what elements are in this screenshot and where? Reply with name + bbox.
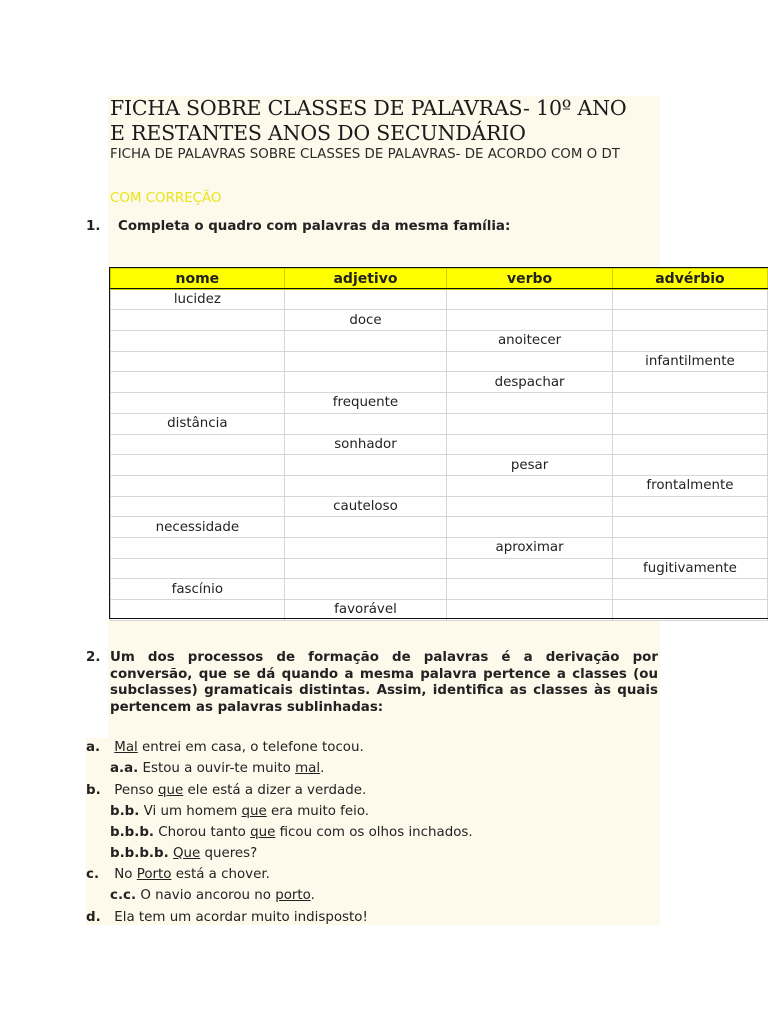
example-text-after: entrei em casa, o telefone tocou. xyxy=(137,740,364,755)
cell-verbo xyxy=(447,413,613,434)
cell-adverbio xyxy=(612,393,767,414)
table-row xyxy=(111,331,768,352)
cell-verbo xyxy=(447,600,613,621)
cell-adverbio: frontalmente xyxy=(612,475,767,496)
cell-adverbio xyxy=(612,372,767,393)
cell-verbo xyxy=(447,475,613,496)
cell-nome: distância xyxy=(111,413,285,434)
example-text-before: Ela tem um acordar muito indisposto! xyxy=(110,910,368,925)
cell-adverbio: infantilmente xyxy=(612,351,767,372)
underlined-word: que xyxy=(241,804,267,819)
cell-adjetivo xyxy=(284,289,447,310)
table-row xyxy=(111,393,768,414)
table-row xyxy=(111,475,768,496)
cell-nome xyxy=(111,600,285,621)
cell-adverbio xyxy=(612,496,767,517)
cell-verbo: pesar xyxy=(447,455,613,476)
example-text-after: era muito feio. xyxy=(266,804,370,819)
table-row xyxy=(111,496,768,517)
cell-verbo: anoitecer xyxy=(447,331,613,352)
cell-adjetivo xyxy=(284,413,447,434)
question2-number: 2. xyxy=(86,650,101,665)
cell-nome xyxy=(111,558,285,579)
example-text-after: ele está a dizer a verdade. xyxy=(183,783,367,798)
cell-adjetivo xyxy=(284,455,447,476)
cell-verbo xyxy=(447,496,613,517)
document-subtitle: FICHA DE PALAVRAS SOBRE CLASSES DE PALAVRAS- DE ACORDO COM O DT xyxy=(110,147,620,162)
underlined-word: mal xyxy=(295,761,321,776)
cell-nome xyxy=(111,537,285,558)
example-item xyxy=(86,910,368,926)
cell-adjetivo xyxy=(284,537,447,558)
cell-verbo xyxy=(447,351,613,372)
question1-text: Completa o quadro com palavras da mesma família: xyxy=(118,219,511,234)
example-label: c. xyxy=(86,867,100,882)
cell-nome xyxy=(111,310,285,331)
example-label: c.c. xyxy=(110,888,137,903)
cell-nome: fascínio xyxy=(111,579,285,600)
example-item xyxy=(110,825,473,841)
table-row xyxy=(111,579,768,600)
cell-adverbio: fugitivamente xyxy=(612,558,767,579)
cell-verbo xyxy=(447,310,613,331)
cell-nome xyxy=(111,351,285,372)
table-header-row xyxy=(111,269,768,290)
underlined-word: que xyxy=(158,783,184,798)
title-line-2: E RESTANTES ANOS DO SECUNDÁRIO xyxy=(110,121,526,145)
example-item xyxy=(110,846,257,862)
cell-adjetivo: sonhador xyxy=(284,434,447,455)
cell-adverbio xyxy=(612,413,767,434)
example-text-before: O navio ancorou no xyxy=(136,888,276,903)
cell-adjetivo xyxy=(284,331,447,352)
cell-nome xyxy=(111,331,285,352)
cell-adjetivo xyxy=(284,351,447,372)
example-text-before: Vi um homem xyxy=(139,804,242,819)
cell-nome xyxy=(111,434,285,455)
example-item xyxy=(86,740,364,756)
question1-number: 1. xyxy=(86,219,101,234)
header-nome: nome xyxy=(111,269,285,290)
cell-adverbio xyxy=(612,517,767,538)
cell-adverbio xyxy=(612,600,767,621)
cell-adverbio xyxy=(612,537,767,558)
cell-verbo xyxy=(447,289,613,310)
cell-adverbio xyxy=(612,310,767,331)
cell-adjetivo: favorável xyxy=(284,600,447,621)
example-label: a.a. xyxy=(110,761,139,776)
cell-adjetivo xyxy=(284,558,447,579)
cell-verbo xyxy=(447,434,613,455)
table-row xyxy=(111,413,768,434)
example-text-before: Estou a ouvir-te muito xyxy=(138,761,296,776)
cell-adjetivo xyxy=(284,372,447,393)
cell-nome xyxy=(111,475,285,496)
table-row xyxy=(111,289,768,310)
example-item xyxy=(110,761,324,777)
example-text-before: Chorou tanto xyxy=(154,825,251,840)
correction-note: COM CORREÇÃO xyxy=(110,191,222,206)
cell-adverbio xyxy=(612,289,767,310)
table-row xyxy=(111,351,768,372)
example-label: a. xyxy=(86,740,101,755)
header-adjetivo: adjetivo xyxy=(284,269,447,290)
cell-nome: lucidez xyxy=(111,289,285,310)
cell-adjetivo xyxy=(284,579,447,600)
cell-adjetivo: cauteloso xyxy=(284,496,447,517)
underlined-word: Porto xyxy=(136,867,172,882)
cell-nome xyxy=(111,496,285,517)
table-row xyxy=(111,600,768,621)
example-text-after: está a chover. xyxy=(171,867,270,882)
example-label: b.b.b.b. xyxy=(110,846,169,861)
example-text-after: queres? xyxy=(200,846,258,861)
table-row xyxy=(111,310,768,331)
cell-verbo: despachar xyxy=(447,372,613,393)
example-text-after: . xyxy=(310,888,315,903)
table-body xyxy=(111,289,768,620)
header-adverbio: advérbio xyxy=(612,269,767,290)
cell-nome: necessidade xyxy=(111,517,285,538)
cell-adjetivo: frequente xyxy=(284,393,447,414)
example-label: b.b.b. xyxy=(110,825,155,840)
cell-verbo xyxy=(447,393,613,414)
example-text-before: No xyxy=(110,867,137,882)
table-row xyxy=(111,372,768,393)
cell-adjetivo: doce xyxy=(284,310,447,331)
underlined-word: porto xyxy=(275,888,311,903)
table-row xyxy=(111,434,768,455)
cell-verbo xyxy=(447,558,613,579)
cell-adjetivo xyxy=(284,475,447,496)
cell-adverbio xyxy=(612,579,767,600)
cell-nome xyxy=(111,393,285,414)
cell-nome xyxy=(111,455,285,476)
cell-adverbio xyxy=(612,331,767,352)
title-line-1: FICHA SOBRE CLASSES DE PALAVRAS- 10º ANO xyxy=(110,96,627,120)
table-row xyxy=(111,558,768,579)
example-item xyxy=(86,867,270,883)
cell-adverbio xyxy=(612,434,767,455)
table-row xyxy=(111,455,768,476)
highlight-block-question2-left xyxy=(86,738,110,925)
example-label: d. xyxy=(86,910,101,925)
example-text-after: . xyxy=(320,761,325,776)
underlined-word: Que xyxy=(172,846,201,861)
table-row xyxy=(111,537,768,558)
underlined-word: Mal xyxy=(114,740,138,755)
example-item xyxy=(110,888,315,904)
example-item xyxy=(86,783,366,799)
example-text-before: Penso xyxy=(110,783,159,798)
example-label: b.b. xyxy=(110,804,140,819)
example-label: b. xyxy=(86,783,101,798)
cell-nome xyxy=(111,372,285,393)
cell-adjetivo xyxy=(284,517,447,538)
cell-verbo: aproximar xyxy=(447,537,613,558)
cell-adverbio xyxy=(612,455,767,476)
document-title xyxy=(110,96,658,146)
question2-text: Um dos processos de formação de palavras é a derivação por conversão, que se dá quando a mesma palavra pertence a classes (ou subclasses) gramaticais distintas. Assim, identifica as classes às quais pertencem as palavras sublinhadas: xyxy=(110,650,658,715)
underlined-word: que xyxy=(250,825,276,840)
example-item xyxy=(110,804,369,820)
cell-verbo xyxy=(447,517,613,538)
header-verbo: verbo xyxy=(447,269,613,290)
table-row xyxy=(111,517,768,538)
example-text-after: ficou com os olhos inchados. xyxy=(275,825,473,840)
word-family-table xyxy=(110,268,768,621)
cell-verbo xyxy=(447,579,613,600)
